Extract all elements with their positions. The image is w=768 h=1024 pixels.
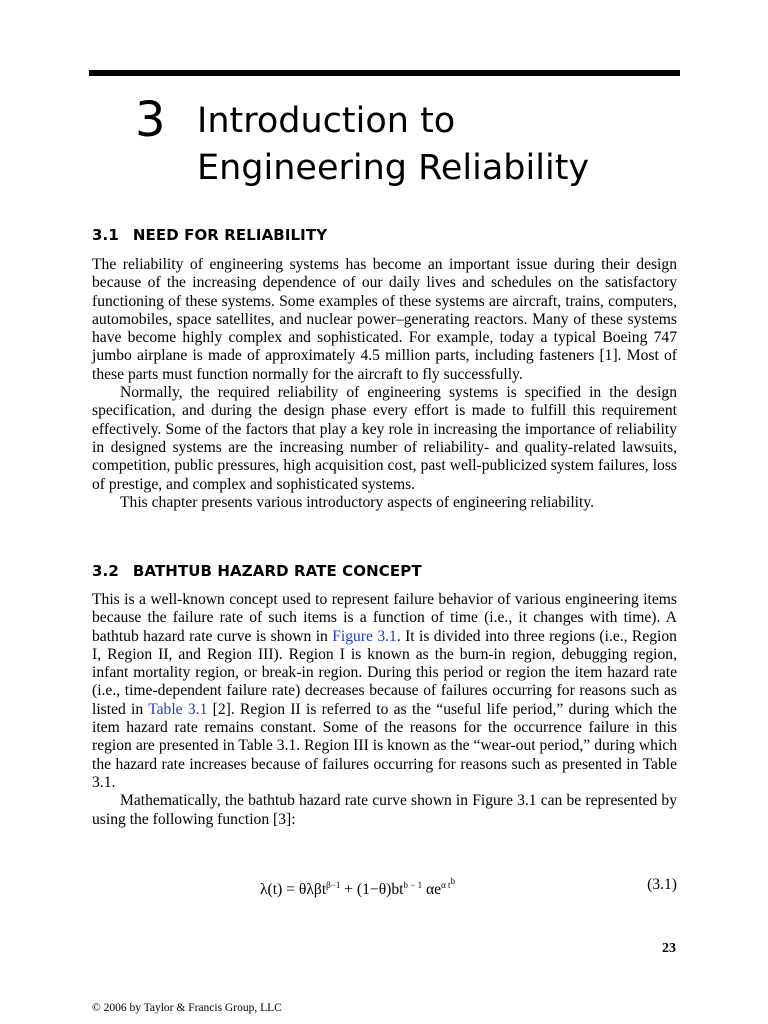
eq-exponent: β−1: [326, 880, 341, 890]
section-number: 3.1: [92, 226, 119, 244]
page-number: 23: [662, 941, 676, 956]
table-3-1-link[interactable]: Table 3.1: [148, 700, 208, 718]
eq-part: αe: [422, 881, 442, 899]
chapter-title-line-1: Introduction to: [197, 101, 456, 141]
eq-exponent-part: α t: [441, 880, 451, 890]
eq-exponent: [441, 876, 456, 890]
section-title: BATHTUB HAZARD RATE CONCEPT: [132, 562, 422, 580]
section-heading-3-1: [92, 226, 327, 244]
paragraph: Mathematically, the bathtub hazard rate curve shown in Figure 3.1 can be represented by using the following function [3]:: [92, 792, 677, 828]
section-title: NEED FOR RELIABILITY: [132, 226, 328, 244]
chapter-title-line-2: Engineering Reliability: [197, 148, 590, 188]
figure-3-1-link[interactable]: Figure 3.1: [332, 627, 397, 645]
eq-exponent: b − 1: [403, 880, 423, 890]
chapter-title: [197, 98, 589, 192]
equation-number: (3.1): [647, 876, 677, 893]
eq-part: λ(t) = θλβt: [260, 881, 327, 899]
section-3-2-body: [92, 591, 677, 829]
copyright-notice: © 2006 by Taylor & Francis Group, LLC: [92, 1002, 282, 1014]
paragraph: The reliability of engineering systems has become an important issue during their design because of the increasing dependence of our daily lives and schedules on the satisfactory functioning of these systems. Some examples of these systems are aircraft, trains, computers, automobiles, space satellites, and nuclear power–generating reactors. Many of these systems have become highly complex and sophisticated. For example, today a typical Boeing 747 jumbo airplane is made of approximately 4.5 million parts, including fasteners [1]. Most of these parts must function normally for the aircraft to fly successfully.: [92, 256, 677, 383]
chapter-number: 3: [135, 92, 166, 148]
eq-exponent-part: b: [450, 876, 456, 886]
text-run: [2]. Region II is referred to as the “useful life period,” during which the item hazard rate remains constant. Some of the reasons for the occurrence failure in this region are presented in Table 3.1. Region III is known as the “wear-out period,” during which the hazard rate increases because of failures occurring for reasons such as presented in Table 3.1.: [92, 700, 677, 791]
chapter-top-rule: [89, 70, 680, 76]
section-heading-3-2: [92, 562, 422, 580]
text-run: . It is divided into three regions (i.e., Region I, Region II, and Region III). Region I is known as the burn-in region, debugging region, infant mortality region, or break-in region. During this period or region the item hazard rate (i.e., time-dependent failure rate) decreases because of failures occurring for reasons such as listed in: [92, 627, 677, 718]
equation-formula: [260, 876, 455, 899]
text-run: This is a well-known concept used to represent failure behavior of various engineering items because the failure rate of such items is a function of time (i.e., it changes with time). A bathtub hazard rate curve is shown in: [92, 591, 677, 645]
paragraph: This chapter presents various introductory aspects of engineering reliability.: [120, 493, 595, 511]
equation-3-1: [92, 876, 677, 899]
paragraph: Normally, the required reliability of engineering systems is specified in the design specification, and during the design phase every effort is made to fulfill this requirement effectively. Some of the factors that play a key role in increasing the importance of reliability in designed systems are the increasing number of reliability- and quality-related lawsuits, competition, public pressures, high acquisition cost, past well-publicized system failures, loss of prestige, and complex and sophisticated systems.: [92, 384, 677, 493]
section-3-1-body: [92, 256, 677, 512]
section-number: 3.2: [92, 562, 119, 580]
paragraph: [92, 591, 677, 792]
eq-part: + (1−θ)bt: [340, 881, 404, 899]
